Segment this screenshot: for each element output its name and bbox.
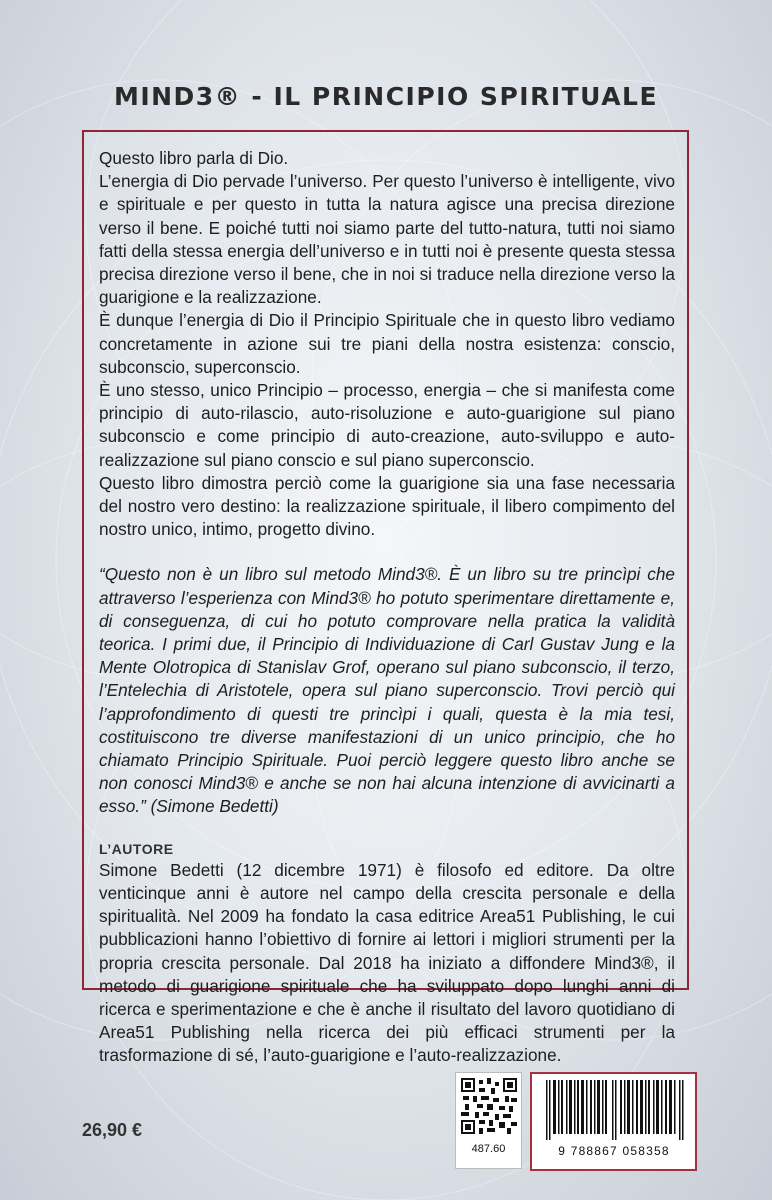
qr-code: [455, 1072, 522, 1169]
barcode-icon: [546, 1080, 684, 1140]
body-paragraph: L’energia di Dio pervade l’universo. Per questo l’universo è intelligente, vivo e spirituale e per questo in tutta la natura agisce una precisa direzione verso il bene. E poiché tutti noi siamo parte del tutto-natura, tutti noi siamo fatti della stessa energia dell’universo e in tutti noi è presente questa stessa precisa direzione verso il bene, che in noi si traduce nella direzione verso la guarigione e la realizzazione.: [99, 171, 675, 308]
book-title: MIND3® - IL PRINCIPIO SPIRITUALE: [113, 82, 659, 111]
body-paragraph: Questo libro dimostra perciò come la guarigione sia una fase necessaria del nostro vero destino: la realizzazione spirituale, il libero compimento del nostro unico, intimo, progetto divino.: [99, 472, 675, 540]
qr-code-label: 487.60: [471, 1143, 506, 1155]
author-quote: “Questo non è un libro sul metodo Mind3®. È un libro su tre princìpi che attraverso l’esperienza con Mind3® ho potuto sperimentare direttamente e, di conseguenza, di cui ho potuto comprovare nella pratica la validità teorica. I primi due, il Principio di Individuazione di Carl Gustav Jung e la Mente Olotropica di Stanislav Grof, operano sul piano subconscio, il terzo, l’Entelechia di Aristotele, opera sul piano superconscio. Trovi perciò qui l’approfondimento di questi tre princìpi i quali, questa è la mia tesi, costituiscono tre diverse manifestazioni di un unico principio, che ho chiamato Principio Spirituale. Puoi perciò leggere questo libro anche se non conosci Mind3® e anche se non hai alcuna intenzione di avvicinarti a esso.” (Simone Bedetti): [99, 564, 675, 817]
isbn-barcode: [530, 1072, 697, 1171]
price-label: 26,90 €: [82, 1120, 143, 1140]
qr-code-icon: [461, 1078, 517, 1134]
back-cover-text: [99, 147, 675, 1068]
author-heading: L’AUTORE: [99, 840, 174, 857]
body-paragraph: Questo libro parla di Dio.: [99, 148, 289, 168]
isbn-number: 9 788867 058358: [558, 1144, 670, 1158]
author-bio: Simone Bedetti (12 dicembre 1971) è filosofo ed editore. Da oltre venticinque anni è autore nel campo della crescita personale e della spiritualità. Nel 2009 ha fondato la casa editrice Area51 Publishing, le cui pubblicazioni hanno l’obiettivo di fornire ai lettori i migliori strumenti per la propria crescita personale. Dal 2018 ha iniziato a diffondere Mind3®, il metodo di guarigione spirituale che ha sviluppato dopo lunghi anni di ricerca e sperimentazione e che è anche il risultato del lavoro quotidiano di Area51 Publishing nella ricerca dei più efficaci strumenti per la trasformazione di sé, l’auto-guarigione e l’auto-realizzazione.: [99, 859, 675, 1066]
body-paragraph: È uno stesso, unico Principio – processo, energia – che si manifesta come principio di auto-rilascio, auto-risoluzione e auto-guarigione sul piano subconscio e come principio di auto-creazione, auto-sviluppo e auto-realizzazione sul piano conscio e sul piano superconscio.: [99, 380, 675, 470]
body-paragraph: È dunque l’energia di Dio il Principio Spirituale che in questo libro vediamo concretamente in azione sui tre piani della nostra esistenza: conscio, subconscio, superconscio.: [99, 310, 675, 377]
